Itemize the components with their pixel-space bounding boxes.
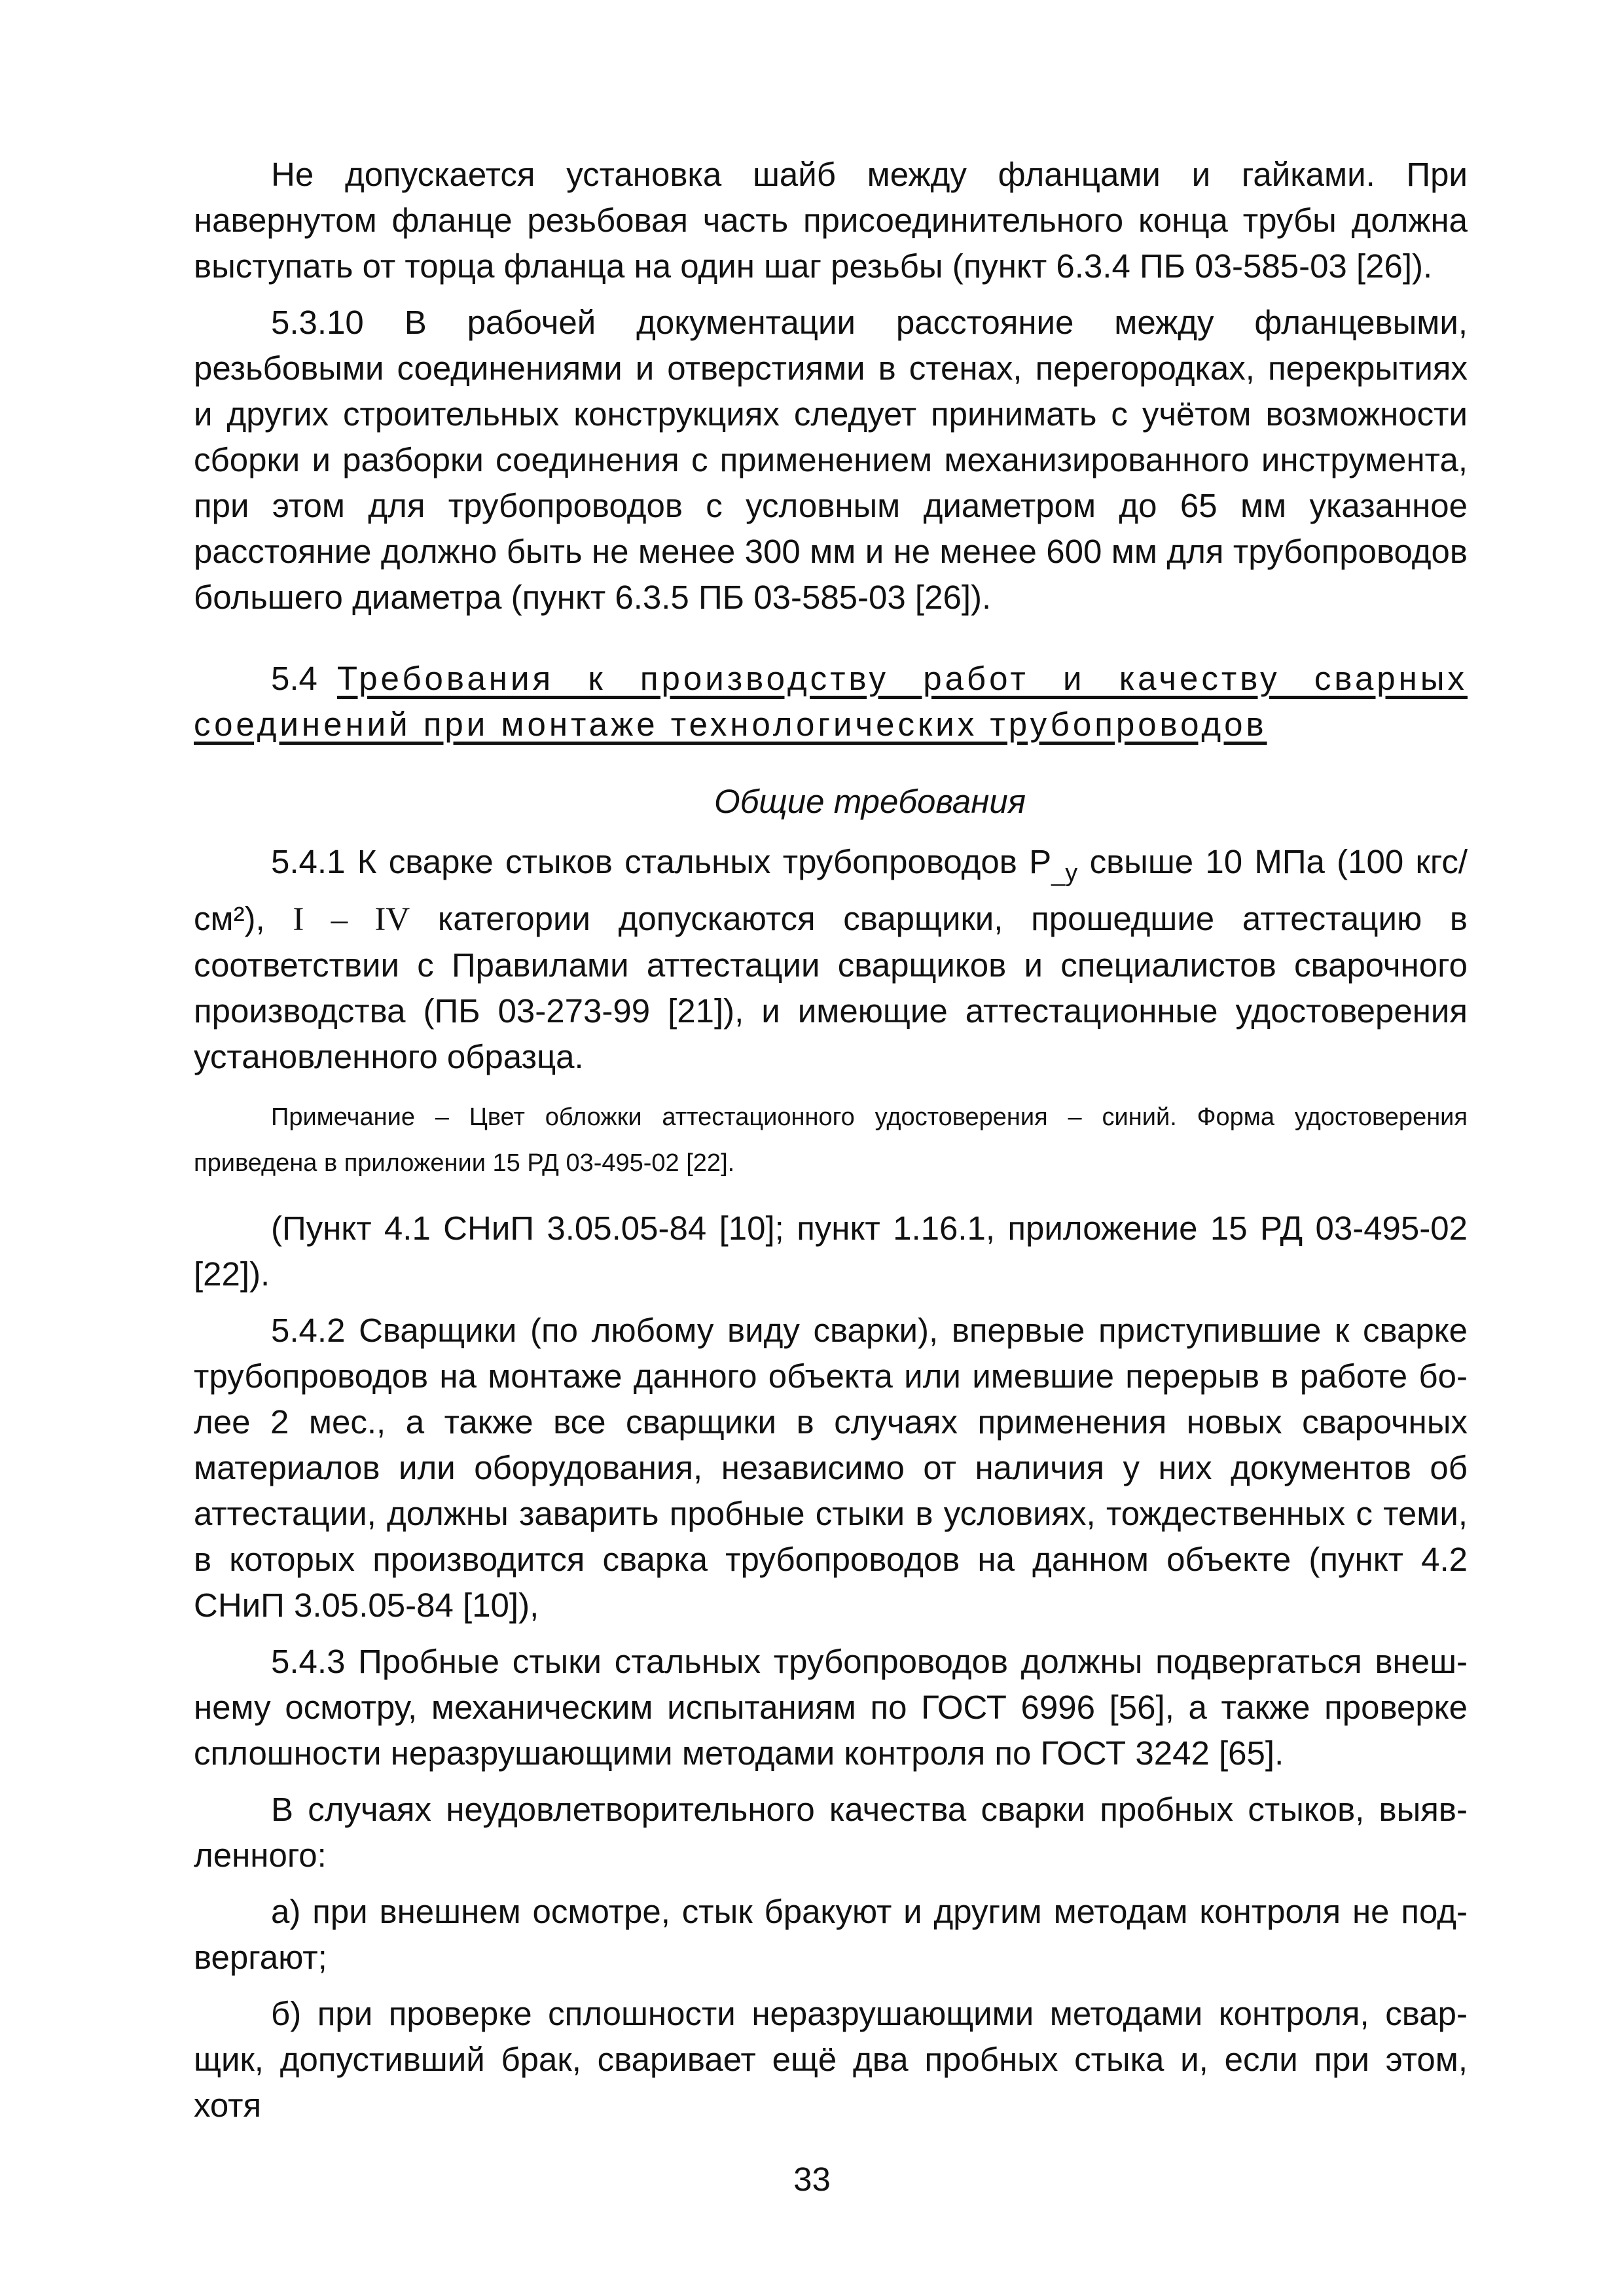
subheading-general-requirements: Общие требования (714, 783, 1026, 820)
page-number: 33 (793, 2161, 831, 2198)
p541-mid: свыше 10 МПа (100 кгс/см²), (194, 843, 1468, 937)
list-item-b: б) при проверке сплошности неразрушающими методами контроля, сварщик, допустивший брак, сваривает ещё два пробных стыка и, если при этом, хотя (194, 1995, 1468, 2124)
list-item-a: а) при внешнем осмотре, стык бракуют и другим методам контроля не подвергают; (194, 1893, 1468, 1976)
category-range: I – IV (293, 901, 410, 938)
paragraph-unsatisfactory-cases: В случаях неудовлетворительного качества сварки пробных стыков, выявленного: (194, 1791, 1468, 1874)
paragraph-5-3-10: 5.3.10 В рабочей документации расстояние между фланцевыми, резьбовыми соединениями и отверстиями в стенах, перегородках, перекрытиях и других строительных конструкциях следует принимать с учётом возможности сборки и разборки соединения с применением механизированного инструмента, при этом для трубопроводов с условным диаметром до 65 мм указанное расстояние должно быть не менее 300 мм и не менее 600 мм для трубопроводов большего диаметра (пункт 6.3.5 ПБ 03-585-03 [26]). (194, 304, 1468, 616)
document-page (194, 152, 1468, 2139)
paragraph-reference-snip: (Пункт 4.1 СНиП 3.05.05-84 [10]; пункт 1.16.1, приложение 15 РД 03-495-02 [22]). (194, 1210, 1468, 1293)
section-title: Требования к производству работ и качеству сварных соединений при монтаже технологических трубопроводов (194, 660, 1468, 743)
pressure-subscript: _у (1051, 859, 1078, 887)
paragraph-5-4-2: 5.4.2 Сварщики (по любому виду сварки), впервые приступившие к сварке трубопроводов на монтаже данного объекта или имевшие перерыв в работе более 2 мес., а также все сварщики в случаях применения новых сварочных материалов или оборудования, независимо от наличия у них документов об аттестации, должны заварить пробные стыки в условиях, тождественных с теми, в которых производится сварка трубопроводов на данном объекте (пункт 4.2 СНиП 3.05.05-84 [10]), (194, 1312, 1468, 1624)
p541-lead: 5.4.1 К сварке стыков стальных трубопроводов Р (271, 843, 1052, 880)
section-number: 5.4 (271, 660, 317, 697)
p541-rest: категории допускаются сварщики, прошедшие аттестацию в соответствии с Правилами аттестации сварщиков и специалистов сварочного производства (ПБ 03-273-99 [21]), и имеющие аттестационные удостоверения установленного образца. (194, 900, 1468, 1075)
section-heading-5-4 (194, 656, 1468, 747)
note-certificate-color: Примечание – Цвет обложки аттестационного удостоверения – синий. Форма удостоверения приведена в приложении 15 РД 03-495-02 [22]. (194, 1103, 1468, 1177)
paragraph-5-4-1 (194, 839, 1468, 1080)
paragraph-5-4-3: 5.4.3 Пробные стыки стальных трубопроводов должны подвергаться внешнему осмотру, механическим испытаниям по ГОСТ 6996 [56], а также проверке сплошности неразрушающими методами контроля по ГОСТ 3242 [65]. (194, 1643, 1468, 1772)
paragraph-flange-washers: Не допускается установка шайб между фланцами и гайками. При навернутом фланце резьбовая часть присоединительного конца трубы должна выступать от торца фланца на один шаг резьбы (пункт 6.3.4 ПБ 03-585-03 [26]). (194, 156, 1468, 285)
